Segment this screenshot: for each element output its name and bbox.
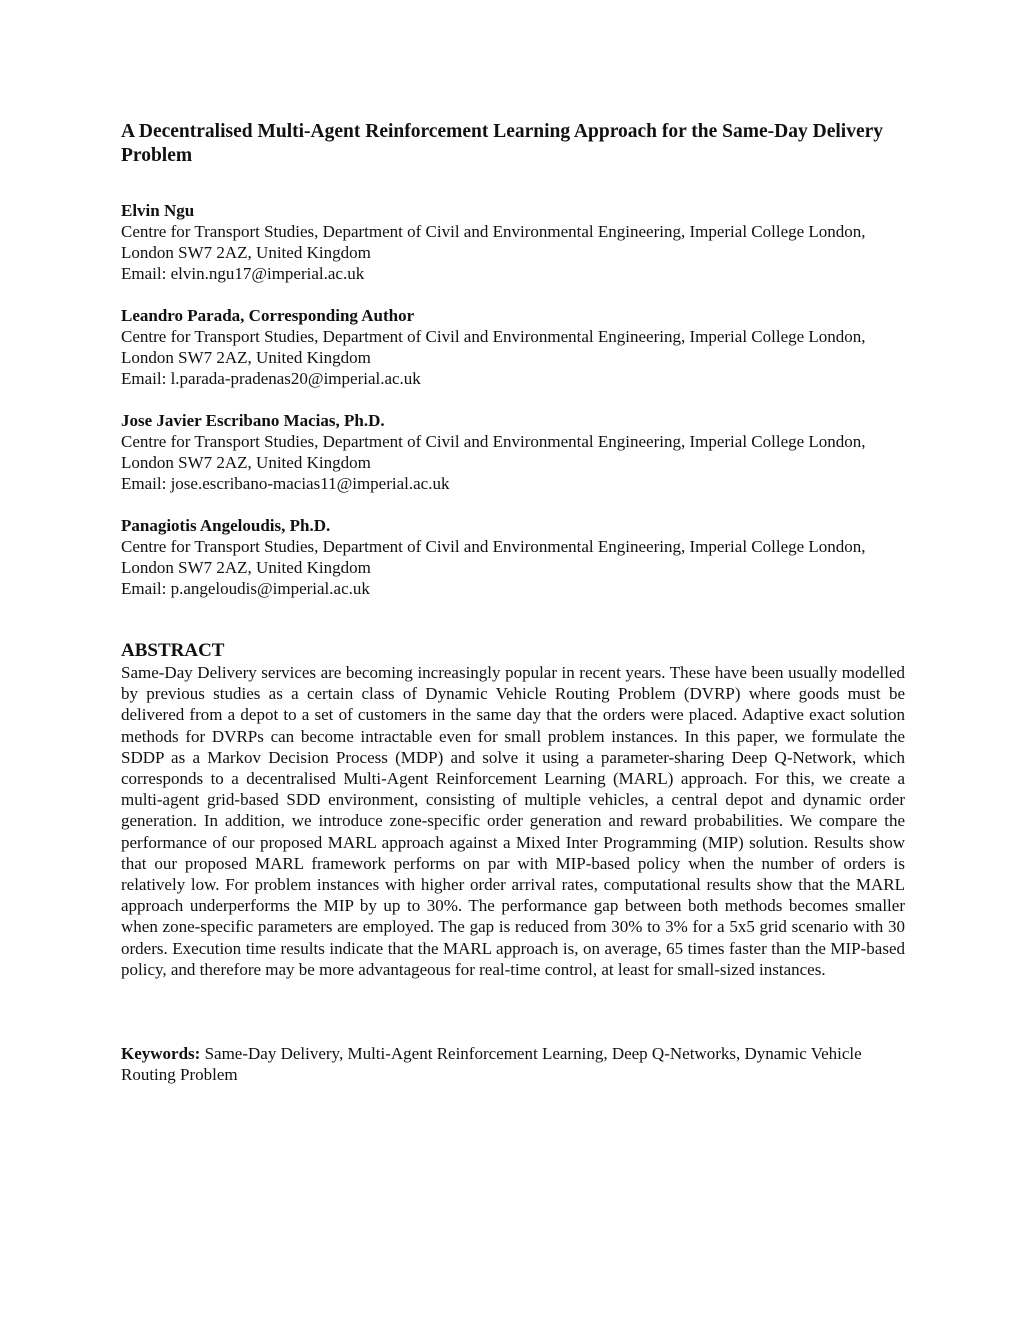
author-affiliation: Centre for Transport Studies, Department of Civil and Environmental Engineering, Imperial College London, London SW7 2AZ, United Kingdom xyxy=(121,222,866,262)
keywords-text: Same-Day Delivery, Multi-Agent Reinforcement Learning, Deep Q-Networks, Dynamic Vehicle Routing Problem xyxy=(121,1044,862,1085)
author-affiliation: Centre for Transport Studies, Department of Civil and Environmental Engineering, Imperial College London, London SW7 2AZ, United Kingdom xyxy=(121,537,866,577)
author-affiliation: Centre for Transport Studies, Department of Civil and Environmental Engineering, Imperial College London, London SW7 2AZ, United Kingdom xyxy=(121,432,866,472)
abstract-heading: ABSTRACT xyxy=(121,640,225,661)
keywords-label: Keywords: xyxy=(121,1044,201,1064)
paper-page xyxy=(121,120,905,1085)
abstract-text: Same-Day Delivery services are becoming increasingly popular in recent years. These have been usually modelled by previous studies as a certain class of Dynamic Vehicle Routing Problem (DVRP) where goods must be delivered from a depot to a set of customers in the same day that the orders were placed. Adaptive exact solution methods for DVRPs can become intractable even for small problem instances. In this paper, we formulate the SDDP as a Markov Decision Process (MDP) and solve it using a parameter-sharing Deep Q-Network, which corresponds to a decentralised Multi-Agent Reinforcement Learning (MARL) approach. For this, we create a multi-agent grid-based SDD environment, consisting of multiple vehicles, a central depot and dynamic order generation. In addition, we introduce zone-specific order generation and reward probabilities. We compare the performance of our proposed MARL approach against a Mixed Inter Programming (MIP) solution. Results show that our proposed MARL framework performs on par with MIP-based policy when the number of orders is relatively low. For problem instances with higher order arrival rates, computational results show that the MARL approach underperforms the MIP by up to 30%. The performance gap between both methods becomes smaller when zone-specific parameters are employed. The gap is reduced from 30% to 3% for a 5x5 grid scenario with 30 orders. Execution time results indicate that the MARL approach is, on average, 65 times faster than the MIP-based policy, and therefore may be more advantageous for real-time control, at least for small-sized instances. xyxy=(121,663,905,979)
author-email: Email: p.angeloudis@imperial.ac.uk xyxy=(121,579,370,598)
author-email: Email: jose.escribano-macias11@imperial.ac.uk xyxy=(121,474,450,493)
author-name: Leandro Parada, Corresponding Author xyxy=(121,306,415,325)
author-email: Email: l.parada-pradenas20@imperial.ac.uk xyxy=(121,369,421,388)
author-block xyxy=(121,515,905,599)
author-block xyxy=(121,305,905,389)
author-block xyxy=(121,200,905,284)
author-name: Jose Javier Escribano Macias, Ph.D. xyxy=(121,411,385,430)
author-block xyxy=(121,410,905,494)
keywords xyxy=(121,1043,905,1085)
author-email: Email: elvin.ngu17@imperial.ac.uk xyxy=(121,264,365,283)
author-affiliation: Centre for Transport Studies, Department of Civil and Environmental Engineering, Imperial College London, London SW7 2AZ, United Kingdom xyxy=(121,327,866,367)
paper-title: A Decentralised Multi-Agent Reinforcement Learning Approach for the Same-Day Delivery Problem xyxy=(121,121,884,166)
author-name: Panagiotis Angeloudis, Ph.D. xyxy=(121,516,331,535)
author-name: Elvin Ngu xyxy=(121,201,195,220)
